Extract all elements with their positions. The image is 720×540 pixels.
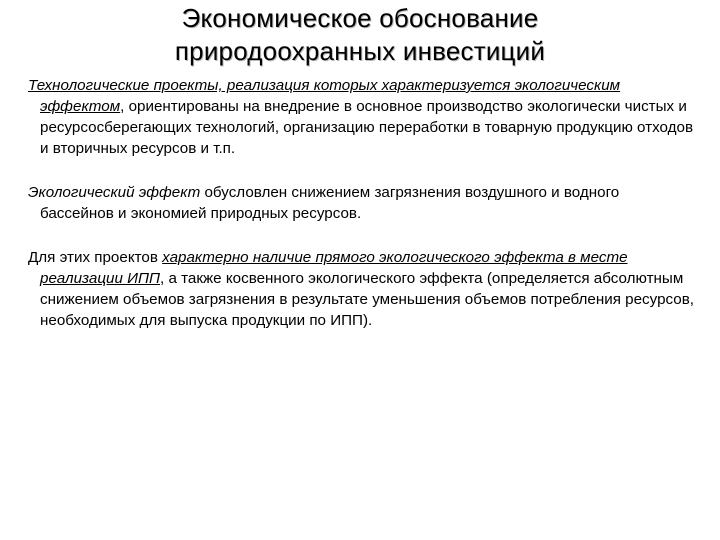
term-ecological-effect: Экологический эффект xyxy=(28,184,201,201)
term-technological-projects: Технологические проекты, реализация которых характеризуется экологическим эффектом xyxy=(28,77,621,115)
slide-title-line-1: Экономическое обоснование xyxy=(181,3,539,33)
paragraph-3-text: , а также косвенного экологического эффекта (определяется абсолютным снижением объемов загрязнения в результате уменьшения объемов потребления ресурсов, необходимых для выпуска продукции по ИПП). xyxy=(40,270,695,329)
paragraph-2-text: обусловлен снижением загрязнения воздушного и водного бассейнов и экономией природных ресурсов. xyxy=(40,184,620,222)
slide-body xyxy=(28,75,696,354)
paragraph-ecological-effect xyxy=(28,182,696,224)
slide-title-line-2: природоохранных инвестиций xyxy=(174,36,546,66)
term-direct-effect: характерно наличие прямого экологического эффекта в месте реализации ИПП xyxy=(40,249,628,287)
paragraph-technological-projects xyxy=(28,75,696,159)
slide-title xyxy=(60,2,660,68)
paragraph-3-lead: Для этих проектов xyxy=(28,249,163,266)
paragraph-1-text: , ориентированы на внедрение в основное производство экологически чистых и ресурсосберегающих технологий, организацию переработки в товарную продукцию отходов и вторичных ресурсов и т.п. xyxy=(40,98,694,157)
paragraph-direct-effect xyxy=(28,247,696,331)
